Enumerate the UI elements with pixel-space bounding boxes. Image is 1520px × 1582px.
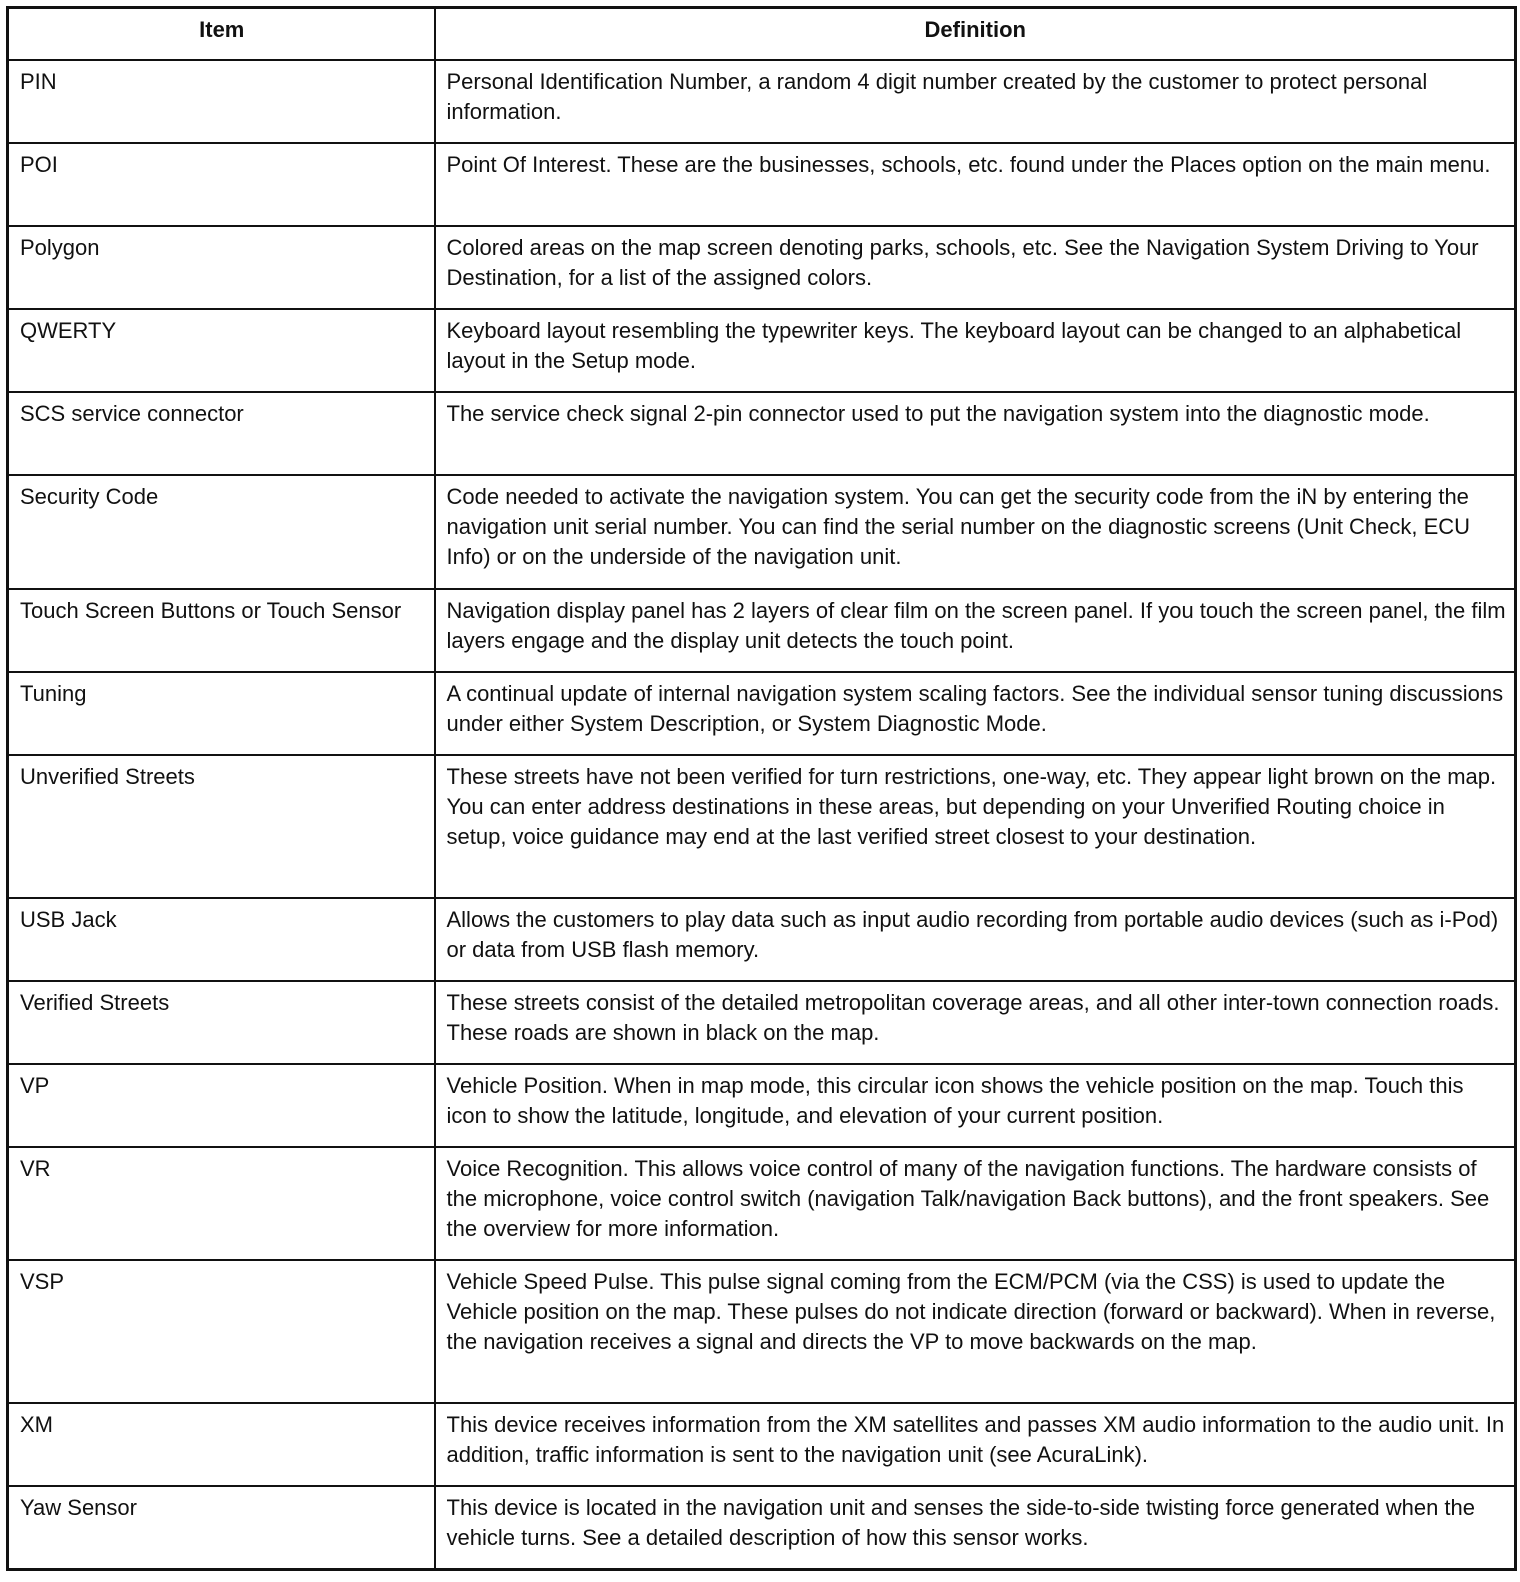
glossary-table (6, 6, 1517, 1571)
item-cell: Verified Streets (8, 981, 435, 1064)
definition-cell: These streets consist of the detailed metropolitan coverage areas, and all other inter-town connection roads. These roads are shown in black on the map. (435, 981, 1516, 1064)
definition-cell: Personal Identification Number, a random 4 digit number created by the customer to protect personal information. (435, 60, 1516, 143)
definition-cell: A continual update of internal navigation system scaling factors. See the individual sensor tuning discussions under either System Description, or System Diagnostic Mode. (435, 672, 1516, 755)
item-cell: SCS service connector (8, 392, 435, 475)
table-row (8, 589, 1516, 672)
item-cell: Tuning (8, 672, 435, 755)
table-row (8, 672, 1516, 755)
table-row (8, 1260, 1516, 1403)
item-cell: USB Jack (8, 898, 435, 981)
table-row (8, 1403, 1516, 1486)
table-row (8, 143, 1516, 226)
item-cell: Security Code (8, 475, 435, 589)
table-row (8, 475, 1516, 589)
table-row (8, 1486, 1516, 1569)
definition-cell: This device receives information from the XM satellites and passes XM audio information to the audio unit. In addition, traffic information is sent to the navigation unit (see AcuraLink). (435, 1403, 1516, 1486)
item-cell: Yaw Sensor (8, 1486, 435, 1569)
table-row (8, 898, 1516, 981)
item-cell: VP (8, 1064, 435, 1147)
definition-cell: Vehicle Position. When in map mode, this circular icon shows the vehicle position on the map. Touch this icon to show the latitude, longitude, and elevation of your current position. (435, 1064, 1516, 1147)
table-row (8, 1147, 1516, 1260)
item-cell: Touch Screen Buttons or Touch Sensor (8, 589, 435, 672)
column-header-definition: Definition (435, 8, 1516, 61)
table-row (8, 392, 1516, 475)
definition-cell: Colored areas on the map screen denoting parks, schools, etc. See the Navigation System Driving to Your Destination, for a list of the assigned colors. (435, 226, 1516, 309)
definition-cell: This device is located in the navigation unit and senses the side-to-side twisting force generated when the vehicle turns. See a detailed description of how this sensor works. (435, 1486, 1516, 1569)
table-row (8, 1064, 1516, 1147)
item-cell: PIN (8, 60, 435, 143)
table-row (8, 226, 1516, 309)
definition-cell: Vehicle Speed Pulse. This pulse signal coming from the ECM/PCM (via the CSS) is used to update the Vehicle position on the map. These pulses do not indicate direction (forward or backward). When in reverse, the navigation receives a signal and directs the VP to move backwards on the map. (435, 1260, 1516, 1403)
item-cell: VSP (8, 1260, 435, 1403)
definition-cell: Navigation display panel has 2 layers of clear film on the screen panel. If you touch the screen panel, the film layers engage and the display unit detects the touch point. (435, 589, 1516, 672)
definition-cell: Point Of Interest. These are the businesses, schools, etc. found under the Places option on the main menu. (435, 143, 1516, 226)
definition-cell: Code needed to activate the navigation system. You can get the security code from the iN by entering the navigation unit serial number. You can find the serial number on the diagnostic screens (Unit Check, ECU Info) or on the underside of the navigation unit. (435, 475, 1516, 589)
definition-cell: These streets have not been verified for turn restrictions, one-way, etc. They appear light brown on the map. You can enter address destinations in these areas, but depending on your Unverified Routing choice in setup, voice guidance may end at the last verified street closest to your destination. (435, 755, 1516, 898)
table-row (8, 309, 1516, 392)
definition-cell: The service check signal 2-pin connector used to put the navigation system into the diagnostic mode. (435, 392, 1516, 475)
header-row (8, 8, 1516, 61)
item-cell: XM (8, 1403, 435, 1486)
item-cell: QWERTY (8, 309, 435, 392)
item-cell: Polygon (8, 226, 435, 309)
item-cell: VR (8, 1147, 435, 1260)
item-cell: Unverified Streets (8, 755, 435, 898)
definition-cell: Allows the customers to play data such as input audio recording from portable audio devices (such as i-Pod) or data from USB flash memory. (435, 898, 1516, 981)
table-row (8, 981, 1516, 1064)
column-header-item: Item (8, 8, 435, 61)
definition-cell: Keyboard layout resembling the typewriter keys. The keyboard layout can be changed to an alphabetical layout in the Setup mode. (435, 309, 1516, 392)
table-row (8, 60, 1516, 143)
item-cell: POI (8, 143, 435, 226)
definition-cell: Voice Recognition. This allows voice control of many of the navigation functions. The hardware consists of the microphone, voice control switch (navigation Talk/navigation Back buttons), and the front speakers. See the overview for more information. (435, 1147, 1516, 1260)
table-row (8, 755, 1516, 898)
